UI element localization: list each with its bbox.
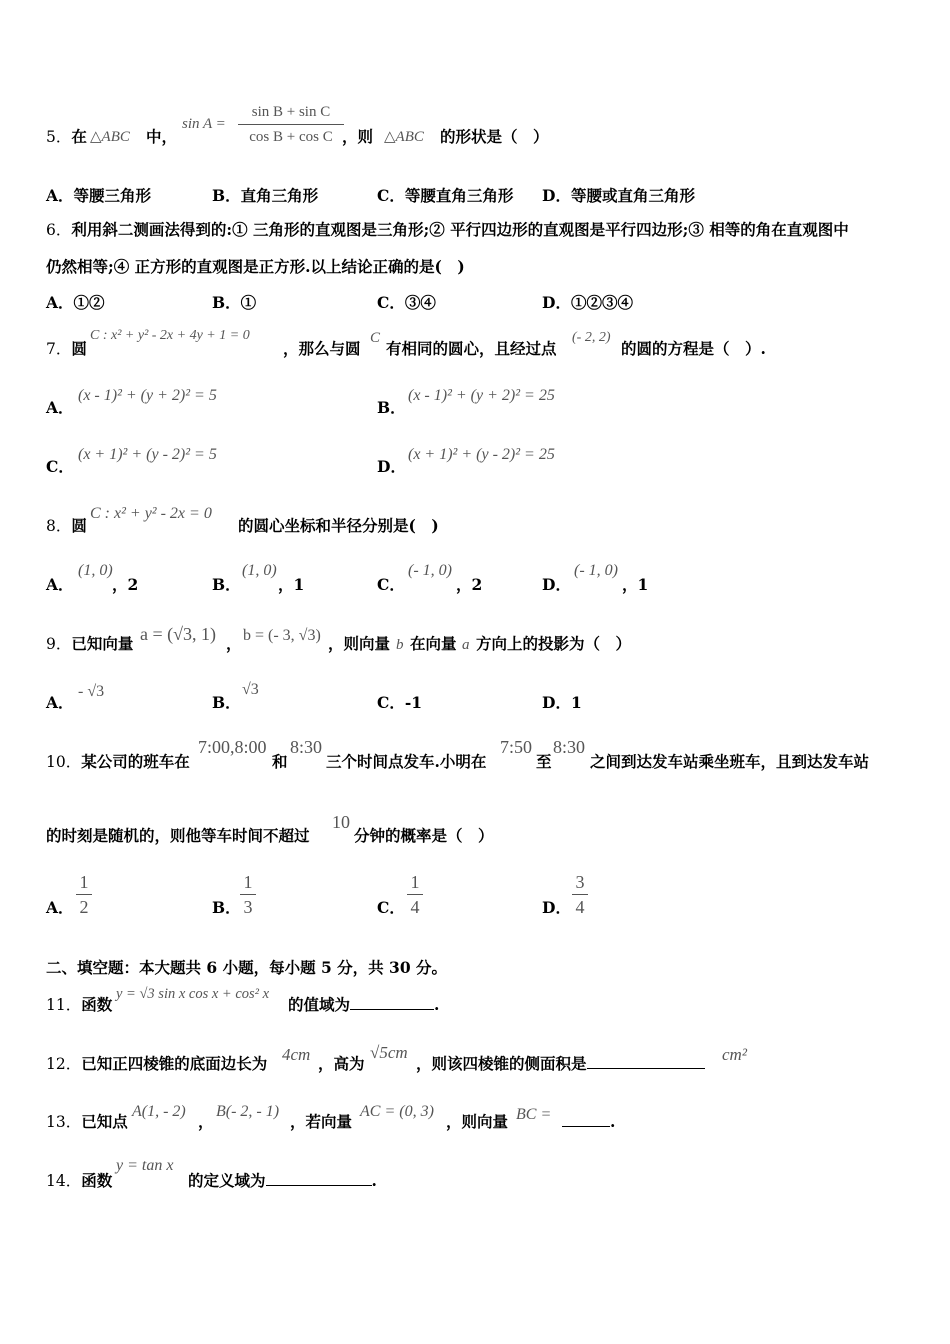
q11-answer-blank[interactable] [350, 995, 434, 1010]
q6-line2: 仍然相等;④ 正方形的直观图是正方形.以上结论正确的是( ) [46, 257, 465, 276]
q10-line2: 的时刻是随机的，则他等车时间不超过 [46, 826, 310, 845]
q7-line: 7．圆 [46, 339, 87, 358]
q10-line1: 10．某公司的班车在 [46, 752, 190, 771]
q6-option-a: A．①② [46, 293, 105, 312]
q14-answer-blank[interactable] [266, 1171, 372, 1186]
q7-point: (- 2, 2) [572, 330, 611, 345]
q7-equation: C : x² + y² - 2x + 4y + 1 = 0 [90, 328, 250, 343]
q10-option-a: 1 2 [76, 872, 92, 917]
q7-option-d: (x + 1)² + (y - 2)² = 25 [408, 446, 555, 463]
q9-option-c: C．-1 [377, 693, 423, 712]
q5-fraction: sin B + sin C cos B + cos C [238, 102, 344, 147]
q12-line: 12．已知正四棱锥的底面边长为 [46, 1054, 268, 1073]
q13-answer-blank[interactable] [562, 1112, 610, 1127]
q5-triangle: △ABC [90, 129, 130, 145]
q5-option-a: A．等腰三角形 [46, 186, 152, 205]
q5-line: 5．在 [46, 127, 87, 146]
q6-option-b: B．① [212, 293, 257, 312]
q8-option-a: (1, 0) [78, 562, 113, 579]
q9-vector-b: b = (- 3, √3) [243, 627, 321, 644]
q12-answer-blank[interactable] [587, 1054, 705, 1069]
q6-line1: 6．利用斜二测画法得到的:① 三角形的直观图是三角形;② 平行四边形的直观图是平行四边形;③ 相等的角在直观图中 [46, 220, 849, 239]
q9-vector-a: a = (√3, 1) [140, 624, 217, 644]
q5-number: 5． [46, 128, 72, 146]
q10-option-c: 1 4 [407, 872, 423, 917]
q5-eq-lhs: sin A = [182, 116, 226, 132]
q10-option-d: 3 4 [572, 872, 588, 917]
q14-function: y = tan x [116, 1157, 174, 1174]
q14-line: 14．函数 [46, 1171, 113, 1190]
q7-option-b: (x - 1)² + (y + 2)² = 25 [408, 387, 555, 404]
q10-times: 7:00,8:00 [198, 737, 267, 757]
section-2-heading: 二、填空题：本大题共 6 小题，每小题 5 分，共 30 分。 [46, 958, 448, 977]
q9-option-d: D．1 [542, 693, 582, 712]
q8-option-b: (1, 0) [242, 562, 277, 579]
q5-option-b: B．直角三角形 [212, 186, 319, 205]
q8-line: 8．圆 [46, 516, 87, 535]
q6-option-c: C．③④ [377, 293, 436, 312]
q8-option-c: (- 1, 0) [408, 562, 452, 579]
q9-line: 9．已知向量 [46, 634, 134, 653]
q13-line: 13．已知点 [46, 1112, 128, 1131]
q9-option-b: √3 [242, 681, 259, 698]
q8-equation: C : x² + y² - 2x = 0 [90, 505, 212, 522]
q8-option-d: (- 1, 0) [574, 562, 618, 579]
q7-option-c: (x + 1)² + (y - 2)² = 5 [78, 446, 217, 463]
q9-option-a: - √3 [78, 683, 105, 700]
q10-option-b: 1 3 [240, 872, 256, 917]
q7-option-a: (x - 1)² + (y + 2)² = 5 [78, 387, 217, 404]
q11-function: y = √3 sin x cos x + cos² x [116, 986, 270, 1002]
q11-line: 11．函数 [46, 995, 113, 1014]
q6-option-d: D．①②③④ [542, 293, 633, 312]
q5-option-c: C．等腰直角三角形 [377, 186, 514, 205]
q5-option-d: D．等腰或直角三角形 [542, 186, 695, 205]
